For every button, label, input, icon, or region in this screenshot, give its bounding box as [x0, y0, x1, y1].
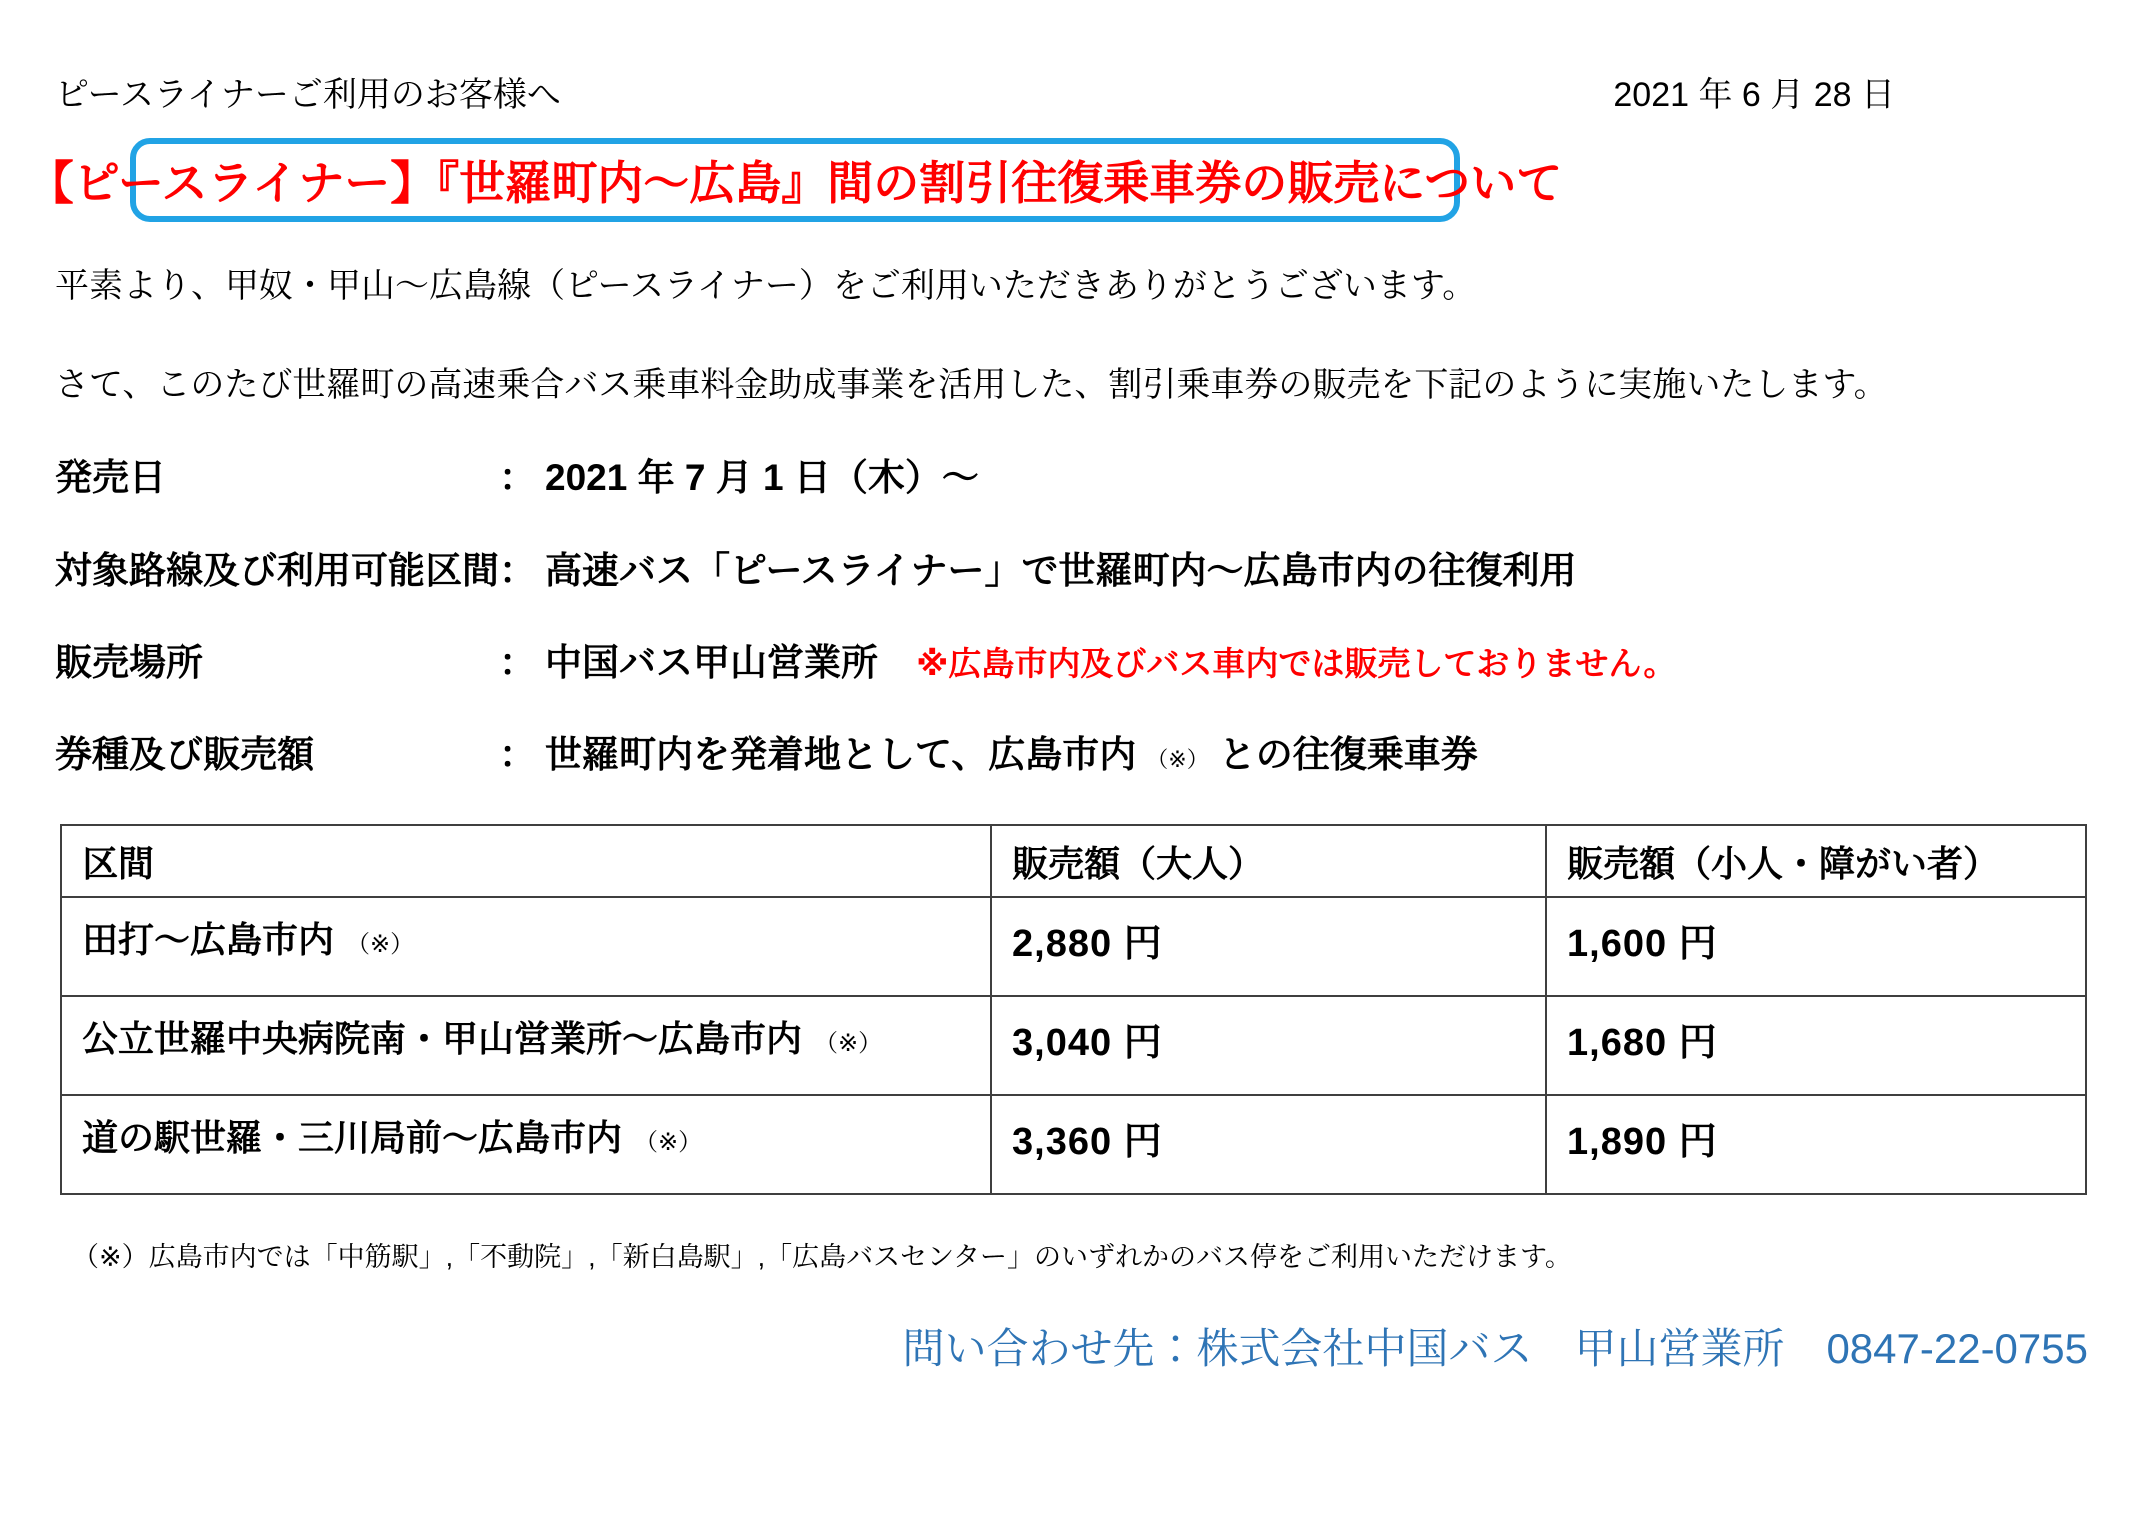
table-row	[61, 1095, 2086, 1194]
document-date: 2021 年 6 月 28 日	[1613, 76, 1895, 114]
title-box	[27, 138, 1563, 222]
route-name: 公立世羅中央病院南・甲山営業所～広島市内	[82, 1018, 803, 1060]
adult-price-cell: 2,880 円	[991, 897, 1546, 996]
detail-row-sale-date	[55, 455, 2150, 501]
route-ref-mark: （※）	[634, 1129, 703, 1157]
detail-value-sale-date: 2021 年 7 月 1 日（木）～	[545, 457, 979, 499]
child-price-cell: 1,890 円	[1546, 1095, 2086, 1194]
greeting-paragraph: 平素より、甲奴・甲山～広島線（ピースライナー）をご利用いただきありがとうございます。	[55, 266, 1477, 305]
header-adult-price: 販売額（大人）	[991, 825, 1546, 897]
ticket-type-text: 世羅町内を発着地として、広島市内	[545, 734, 1137, 776]
route-ref-mark: （※）	[814, 1030, 883, 1058]
recipient-line: ピースライナーご利用のお客様へ	[55, 76, 561, 114]
detail-value-sales-location	[545, 640, 2150, 686]
ticket-type-ref-mark: （※）	[1146, 747, 1209, 773]
detail-row-target-route	[55, 548, 2150, 594]
route-cell	[61, 897, 991, 996]
detail-value-target-route: 高速バス「ピースライナー」で世羅町内～広島市内の往復利用	[545, 549, 1577, 591]
header-child-price: 販売額（小人・障がい者）	[1546, 825, 2086, 897]
route-name: 道の駅世羅・三川局前～広島市内	[82, 1117, 623, 1159]
detail-value-ticket-type	[545, 732, 2150, 778]
sales-location-warning: ※広島市内及びバス車内では販売しておりません。	[916, 644, 1677, 682]
table-row	[61, 897, 2086, 996]
route-cell	[61, 1095, 991, 1194]
header-route: 区間	[61, 825, 991, 897]
header-row	[55, 75, 1895, 116]
price-table-header-row	[61, 825, 2086, 897]
route-ref-mark: （※）	[346, 931, 415, 959]
detail-label-ticket-type: 券種及び販売額	[55, 734, 314, 776]
price-table	[60, 824, 2087, 1195]
route-cell	[61, 996, 991, 1095]
detail-row-sales-location	[55, 640, 2150, 686]
contact-line: 問い合わせ先：株式会社中国バス 甲山営業所 0847-22-0755	[902, 1325, 2088, 1373]
child-price-cell: 1,600 円	[1546, 897, 2086, 996]
sales-location-text: 中国バス甲山営業所	[545, 641, 878, 683]
detail-label-sale-date: 発売日	[55, 457, 166, 499]
detail-colon: ：	[499, 457, 536, 499]
detail-colon: ：	[499, 549, 536, 591]
child-price-cell: 1,680 円	[1546, 996, 2086, 1095]
adult-price-cell: 3,360 円	[991, 1095, 1546, 1194]
table-row	[61, 996, 2086, 1095]
announcement-paragraph: さて、このたび世羅町の高速乗合バス乗車料金助成事業を活用した、割引乗車券の販売を下記のように実施いたします。	[55, 365, 1888, 404]
page-title: 【ピースライナー】『世羅町内～広島』間の割引往復乗車券の販売について	[27, 156, 1563, 209]
ticket-type-suffix: との往復乗車券	[1218, 734, 1478, 776]
detail-label-sales-location: 販売場所	[55, 641, 203, 683]
detail-colon: ：	[499, 641, 536, 683]
detail-colon: ：	[499, 734, 536, 776]
route-name: 田打～広島市内	[82, 919, 335, 961]
detail-label-target-route: 対象路線及び利用可能区間	[55, 549, 499, 591]
detail-row-ticket-type	[55, 732, 2150, 778]
detail-list	[55, 455, 2150, 778]
footnote: （※）広島市内では「中筋駅」,「不動院」,「新白島駅」,「広島バスセンター」のいずれかのバス停をご利用いただけます。	[72, 1242, 1572, 1273]
adult-price-cell: 3,040 円	[991, 996, 1546, 1095]
